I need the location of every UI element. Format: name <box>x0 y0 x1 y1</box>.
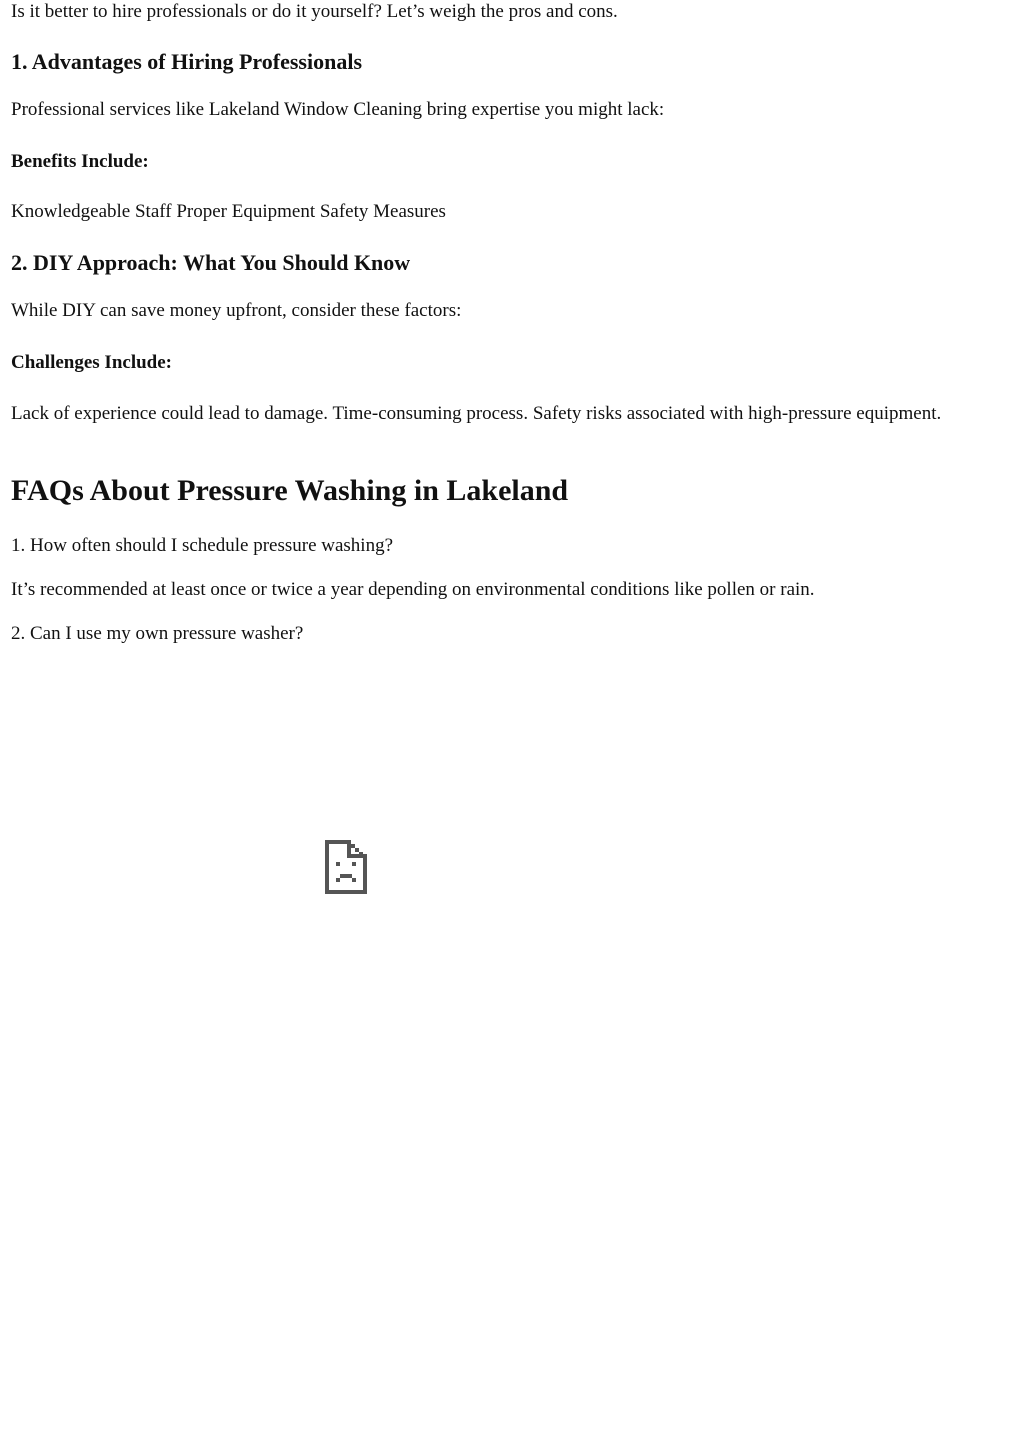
diy-list-text: Lack of experience could lead to damage. Time-consuming process. Safety risks associated with high-pressure equipment. <box>11 403 942 424</box>
intro-paragraph: Is it better to hire professionals or do it yourself? Let’s weigh the pros and cons. <box>11 1 618 22</box>
pros-paragraph: Professional services like Lakeland Window Cleaning bring expertise you might lack: <box>11 99 665 120</box>
pros-list-text: Knowledgeable Staff Proper Equipment Safety Measures <box>11 201 446 222</box>
faqs-heading: FAQs About Pressure Washing in Lakeland <box>11 474 569 507</box>
diy-subheading: Challenges Include: <box>11 352 172 373</box>
diy-paragraph: While DIY can save money upfront, consider these factors: <box>11 300 462 321</box>
pros-heading: 1. Advantages of Hiring Professionals <box>11 49 363 74</box>
pros-subheading: Benefits Include: <box>11 151 149 172</box>
diy-heading: 2. DIY Approach: What You Should Know <box>11 250 411 275</box>
broken-image-icon <box>323 838 369 896</box>
faq-question: 1. How often should I schedule pressure washing? <box>11 535 394 556</box>
faq-question: 2. Can I use my own pressure washer? <box>11 623 304 644</box>
faq-answer: It’s recommended at least once or twice a year depending on environmental conditions like pollen or rain. <box>11 579 815 600</box>
